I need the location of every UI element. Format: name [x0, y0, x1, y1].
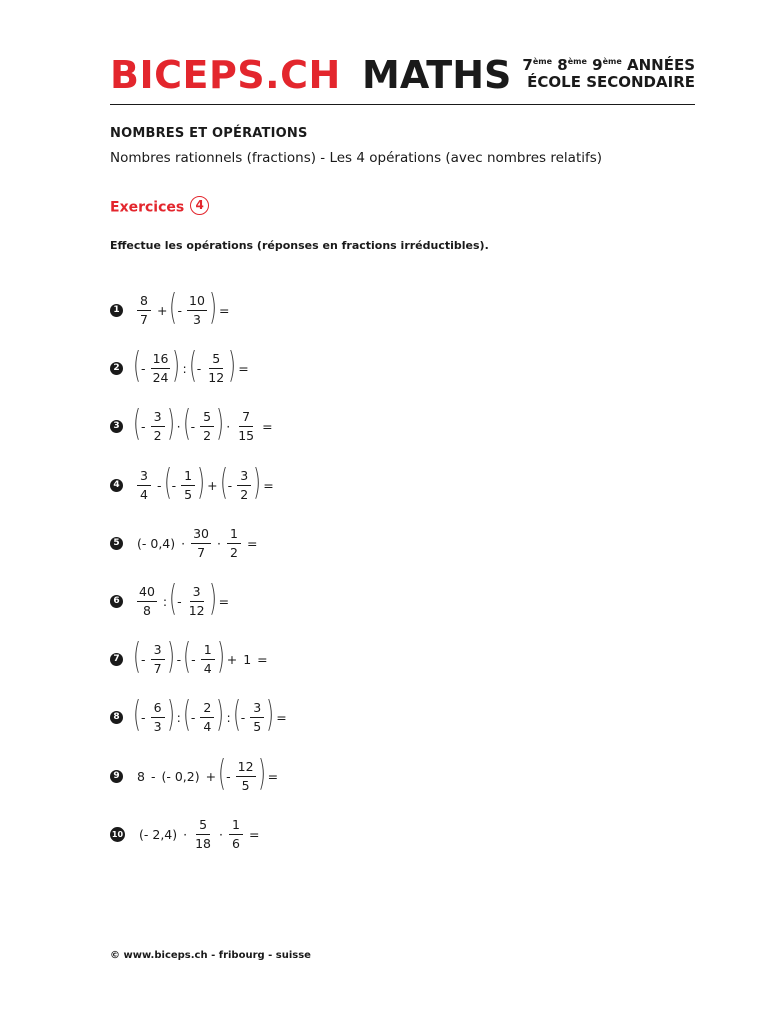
sign: - [190, 709, 196, 725]
exercise-2 [110, 346, 252, 390]
operator: - [157, 477, 162, 493]
numerator: 3 [151, 643, 165, 660]
exercises-heading [110, 198, 209, 217]
fraction [236, 760, 256, 793]
instructions: Effectue les opérations (réponses en fractions irréductibles). [110, 239, 489, 252]
operator: = [218, 593, 230, 609]
school-level: ÉCOLE SECONDAIRE [527, 73, 695, 91]
exercise-8 [110, 695, 290, 739]
numerator: 7 [239, 410, 253, 427]
open-paren: ( [133, 403, 141, 444]
fraction [151, 643, 165, 676]
operator: · [217, 535, 221, 551]
page-header [110, 52, 695, 104]
sign: - [190, 418, 196, 434]
open-paren: ( [182, 694, 191, 735]
open-paren: ( [188, 345, 197, 386]
operator: = [276, 709, 287, 725]
sign: - [141, 709, 146, 725]
fraction [137, 294, 151, 327]
sign: - [141, 418, 146, 434]
open-paren: ( [232, 694, 241, 735]
operator: = [219, 302, 230, 318]
operator: + [226, 651, 238, 667]
denominator: 2 [230, 544, 238, 560]
denominator: 7 [140, 311, 148, 327]
sign: - [177, 302, 183, 318]
denominator: 2 [203, 427, 212, 443]
denominator: 5 [253, 718, 262, 734]
denominator: 7 [197, 544, 206, 560]
open-paren: ( [169, 287, 178, 328]
close-paren: ) [216, 694, 225, 735]
number: 8 [137, 768, 145, 784]
header-divider [110, 104, 695, 105]
operator: · [176, 418, 181, 434]
open-paren: ( [133, 345, 141, 386]
close-paren: ) [257, 753, 266, 794]
denominator: 12 [208, 369, 225, 385]
numerator: 6 [151, 701, 165, 718]
sign: - [177, 593, 182, 609]
operator: = [262, 418, 273, 434]
denominator: 5 [241, 777, 250, 793]
fraction [187, 585, 207, 618]
operator: - [150, 768, 156, 784]
open-paren: ( [183, 636, 192, 677]
numerator: 1 [201, 643, 215, 660]
fraction [137, 469, 151, 502]
sign: - [196, 360, 202, 376]
exercise-number-badge: 5 [110, 537, 123, 550]
exercise-number-badge: 10 [110, 827, 125, 842]
number: (- 0,2) [161, 768, 200, 784]
fraction [137, 585, 157, 618]
footer-copyright: © www.biceps.ch - fribourg - suisse [110, 950, 311, 961]
numerator: 5 [196, 818, 210, 835]
denominator: 4 [203, 718, 212, 734]
grade-levels [522, 57, 695, 91]
denominator: 3 [193, 311, 201, 327]
numerator: 1 [227, 527, 241, 544]
exercise-number-badge: 8 [110, 711, 123, 724]
numerator: 3 [250, 701, 264, 718]
numerator: 5 [200, 410, 214, 427]
fraction [187, 294, 207, 327]
operator: + [205, 768, 217, 784]
fraction [237, 469, 251, 502]
sign: - [141, 360, 146, 376]
exercise-7 [110, 637, 271, 681]
numerator: 5 [209, 352, 223, 369]
number: 1 [243, 651, 252, 667]
numerator: 40 [137, 585, 157, 602]
operator: - [176, 651, 182, 667]
operator: = [267, 768, 279, 784]
operator: : [176, 709, 181, 725]
close-paren: ) [216, 636, 225, 677]
fraction [151, 701, 165, 734]
exercise-10 [110, 812, 262, 856]
exercise-number-badge: 7 [110, 653, 123, 666]
open-paren: ( [218, 753, 226, 794]
exercise-number-badge: 9 [110, 770, 123, 783]
close-paren: ) [216, 403, 225, 444]
close-paren: ) [253, 462, 262, 503]
denominator: 2 [153, 427, 162, 443]
close-paren: ) [166, 403, 175, 444]
exercise-9 [110, 754, 281, 798]
sign: - [226, 768, 231, 784]
fraction [201, 643, 215, 676]
fraction [236, 410, 256, 443]
sign: - [191, 651, 196, 667]
denominator: 8 [142, 602, 151, 618]
denominator: 3 [153, 718, 162, 734]
numerator: 3 [190, 585, 204, 602]
denominator: 18 [195, 835, 212, 851]
close-paren: ) [172, 345, 181, 386]
exercise-set-number: 4 [190, 196, 209, 215]
operator: = [238, 360, 249, 376]
fraction [227, 527, 241, 560]
fraction [151, 410, 165, 443]
exercise-number-badge: 6 [110, 595, 123, 608]
operator: · [181, 535, 186, 551]
exercise-number-badge: 4 [110, 479, 123, 492]
fraction [181, 469, 195, 502]
denominator: 2 [240, 486, 249, 502]
numerator: 8 [137, 294, 151, 311]
fraction [191, 527, 211, 560]
brand-logo: BICEPS.CH [110, 53, 341, 97]
fraction [200, 410, 214, 443]
open-paren: ( [169, 578, 178, 619]
section-title: NOMBRES ET OPÉRATIONS [110, 126, 308, 141]
close-paren: ) [166, 636, 175, 677]
fraction [206, 352, 226, 385]
operator: · [183, 826, 188, 842]
close-paren: ) [208, 578, 217, 619]
subject-title: MATHS [362, 53, 512, 97]
sign: - [141, 651, 146, 667]
sign: - [240, 709, 246, 725]
number: (- 2,4) [139, 826, 178, 842]
fraction [229, 818, 243, 851]
exercise-4 [110, 463, 277, 507]
operator: : [226, 709, 231, 725]
operator: · [226, 418, 231, 434]
operator: : [182, 360, 187, 376]
sign: - [171, 477, 177, 493]
denominator: 4 [140, 486, 148, 502]
numerator: 3 [137, 469, 151, 486]
denominator: 6 [232, 835, 240, 851]
exercise-1 [110, 288, 232, 332]
operator: : [162, 593, 168, 609]
numerator: 16 [151, 352, 171, 369]
fraction [193, 818, 213, 851]
operator: = [263, 477, 274, 493]
fraction [250, 701, 264, 734]
exercise-5 [110, 521, 260, 565]
numerator: 2 [200, 701, 214, 718]
open-paren: ( [133, 694, 141, 735]
denominator: 15 [238, 427, 255, 443]
denominator: 24 [152, 369, 169, 385]
close-paren: ) [166, 694, 175, 735]
fraction [151, 352, 171, 385]
years-line: 7ème 8ème 9ème ANNÉES [522, 56, 695, 74]
operator: + [157, 302, 168, 318]
open-paren: ( [163, 462, 172, 503]
operator: + [207, 477, 218, 493]
sign: - [227, 477, 233, 493]
exercise-number-badge: 2 [110, 362, 123, 375]
open-paren: ( [182, 403, 191, 444]
denominator: 4 [203, 660, 212, 676]
open-paren: ( [219, 462, 228, 503]
operator: = [249, 826, 260, 842]
section-subtitle: Nombres rationnels (fractions) - Les 4 opérations (avec nombres relatifs) [110, 150, 603, 166]
denominator: 7 [153, 660, 162, 676]
exercise-3 [110, 404, 276, 448]
close-paren: ) [197, 462, 205, 503]
numerator: 30 [191, 527, 211, 544]
open-paren: ( [133, 636, 141, 677]
fraction [200, 701, 214, 734]
numerator: 1 [181, 469, 195, 486]
denominator: 12 [188, 602, 205, 618]
operator: = [247, 535, 258, 551]
numerator: 3 [237, 469, 251, 486]
numerator: 12 [236, 760, 256, 777]
close-paren: ) [228, 345, 237, 386]
close-paren: ) [266, 694, 275, 735]
operator: · [219, 826, 223, 842]
exercise-6 [110, 579, 232, 623]
operator: = [257, 651, 268, 667]
exercise-number-badge: 1 [110, 304, 123, 317]
numerator: 10 [187, 294, 207, 311]
numerator: 3 [151, 410, 165, 427]
close-paren: ) [209, 287, 217, 328]
numerator: 1 [229, 818, 243, 835]
exercises-label: Exercices [110, 199, 185, 216]
exercise-number-badge: 3 [110, 420, 123, 433]
denominator: 5 [184, 486, 193, 502]
number: (- 0,4) [137, 535, 176, 551]
